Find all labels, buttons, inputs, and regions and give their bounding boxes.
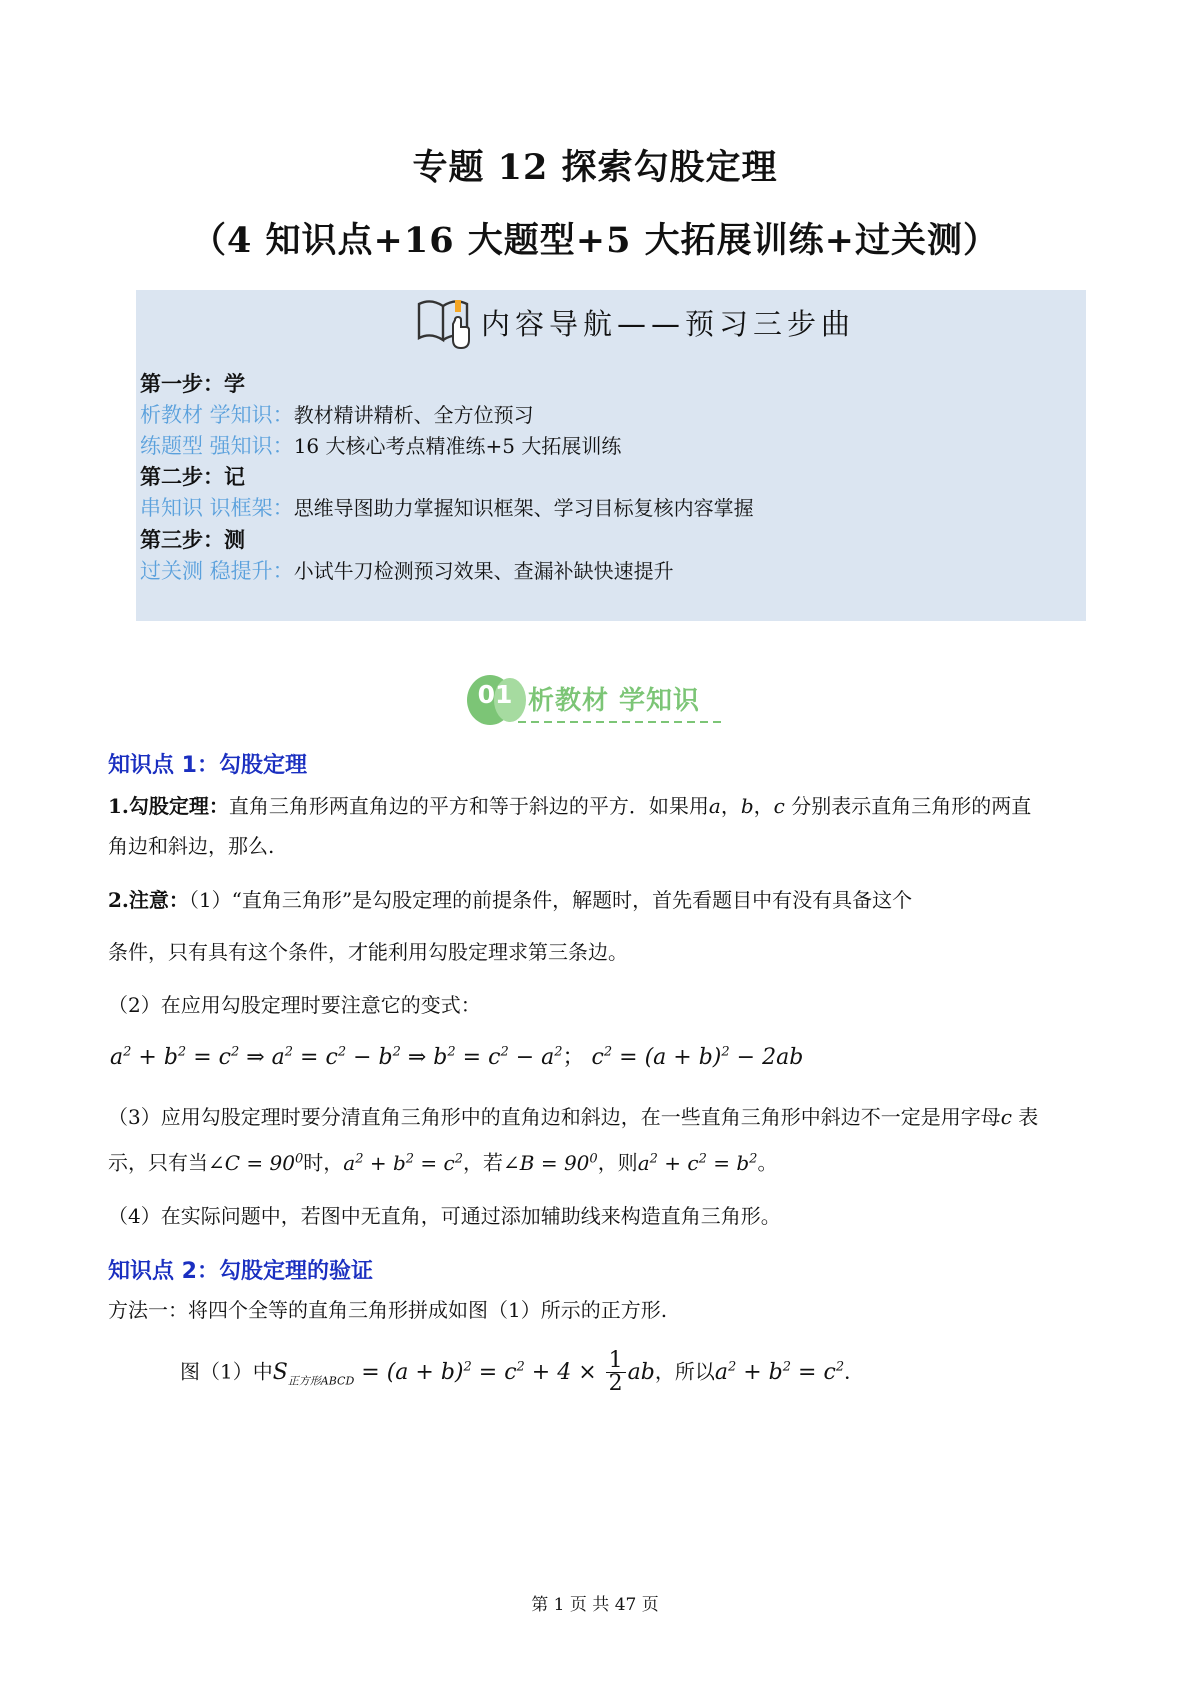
p2-text: （1）“直角三角形”是勾股定理的前提条件，解题时，首先看题目中有没有具备这个 [188,888,913,912]
p1-text-c: 角边和斜边，那么. [108,834,275,858]
var-c: c [773,794,785,818]
p8-text-c: ． [844,1359,865,1384]
nav-row-1 [140,401,534,429]
page-title: 专题 12 探索勾股定理 [412,147,778,188]
step-2: 第二步：记 [140,465,245,489]
p1-label: 1.勾股定理： [108,794,229,818]
p5-text: （3）应用勾股定理时要分清直角三角形中的直角边和斜边，在一些直角三角形中斜边不一定是用字母 [108,1105,1001,1129]
nav-row-4-label: 过关测 稳提升： [140,559,294,583]
comma: ， [753,794,774,818]
paragraph-1 [108,786,1098,866]
nav-header [415,292,855,352]
var-b: b [740,794,754,818]
nav-row-4-text: 小试牛刀检测预习效果、查漏补缺快速提升 [293,559,674,583]
area-subscript: 正方形ABCD [287,1373,355,1387]
paragraph-2-cont: 条件，只有具有这个条件，才能利用勾股定理求第三条边。 [108,940,628,964]
var-a: a [708,794,721,818]
section-badge-text: 析教材 学知识 [528,686,701,716]
book-hand-icon [415,294,473,350]
page-footer: 第 1 页 共 47 页 [531,1595,659,1615]
p5-text-b: 表 [1011,1105,1039,1129]
p5-text-d: 时， [303,1150,344,1175]
paragraph-7: 方法一：将四个全等的直角三角形拼成如图（1）所示的正方形. [108,1298,668,1322]
p1-text: 直角三角形两直角边的平方和等于斜边的平方．如果用 [228,794,709,818]
var-c: c [1000,1105,1012,1129]
formula-area: $S_{正方形ABCD} = (a + b)^2 = c^2 + 4$ × $\frac{1}{2}$ ab [272,1348,655,1396]
formula-angle-c: ∠C = $90^0$ [208,1150,304,1175]
p2-label: 2.注意： [108,888,189,912]
nav-row-3-text: 思维导图助力掌握知识框架、学习目标复核内容掌握 [293,496,754,520]
paragraph-8 [180,1350,864,1395]
paragraph-5 [108,1096,1098,1184]
p8-text: 图（1）中 [180,1359,273,1384]
nav-row-1-label: 析教材 学知识： [140,403,294,427]
knowledge-point-2-title: 知识点 2：勾股定理的验证 [108,1259,373,1284]
p5-text-c: 示，只有当 [108,1150,208,1175]
comma: ， [720,794,741,818]
p1-text-b: 分别表示直角三角形的两直 [784,794,1032,818]
p8-text-b: ，所以 [654,1359,715,1384]
nav-title: 内容导航——预习三步曲 [481,306,856,341]
formula-angle-b: ∠B = $90^0$ [503,1150,598,1175]
p5-text-g: 。 [757,1150,778,1175]
nav-row-2-text: 16 大核心考点精准练+5 大拓展训练 [293,434,622,458]
nav-row-3 [140,494,754,522]
nav-row-4 [140,557,674,585]
p5-text-f: ，则 [597,1150,638,1175]
p5-text-e: ，若 [463,1150,504,1175]
step-3: 第三步：测 [140,528,245,552]
formula-result: $a^2 + b^2 = c^2$ [714,1359,845,1385]
paragraph-2 [108,880,1098,920]
nav-row-2-label: 练题型 强知识： [140,434,294,458]
formula-pythag: $a^2 + b^2 = c^2$ [343,1150,464,1175]
nav-row-2 [140,432,621,460]
knowledge-point-1-title: 知识点 1：勾股定理 [108,753,307,778]
section-badge-number: 01 [477,680,513,709]
fraction-half: $\frac{1}{2}$ [606,1350,626,1395]
nav-row-1-text: 教材精讲精析、全方位预习 [293,403,534,427]
paragraph-6: （4）在实际问题中，若图中无直角，可通过添加辅助线来构造直角三角形。 [108,1204,781,1228]
formula-pythag-b: $a^2 + c^2 = b^2$ [637,1150,758,1175]
page-subtitle: （4 知识点+16 大题型+5 大拓展训练+过关测） [191,220,999,261]
formula-variants: $a^2 + b^2 = c^2$ ⇒ $a^2 = c^2 - b^2$ ⇒ $b^2 = c^2 - a^2$； $c^2 = (a + b)^2 - 2ab$ [110,1044,804,1070]
paragraph-3: （2）在应用勾股定理时要注意它的变式： [108,993,481,1017]
step-1: 第一步：学 [140,372,245,396]
nav-row-3-label: 串知识 识框架： [140,496,294,520]
